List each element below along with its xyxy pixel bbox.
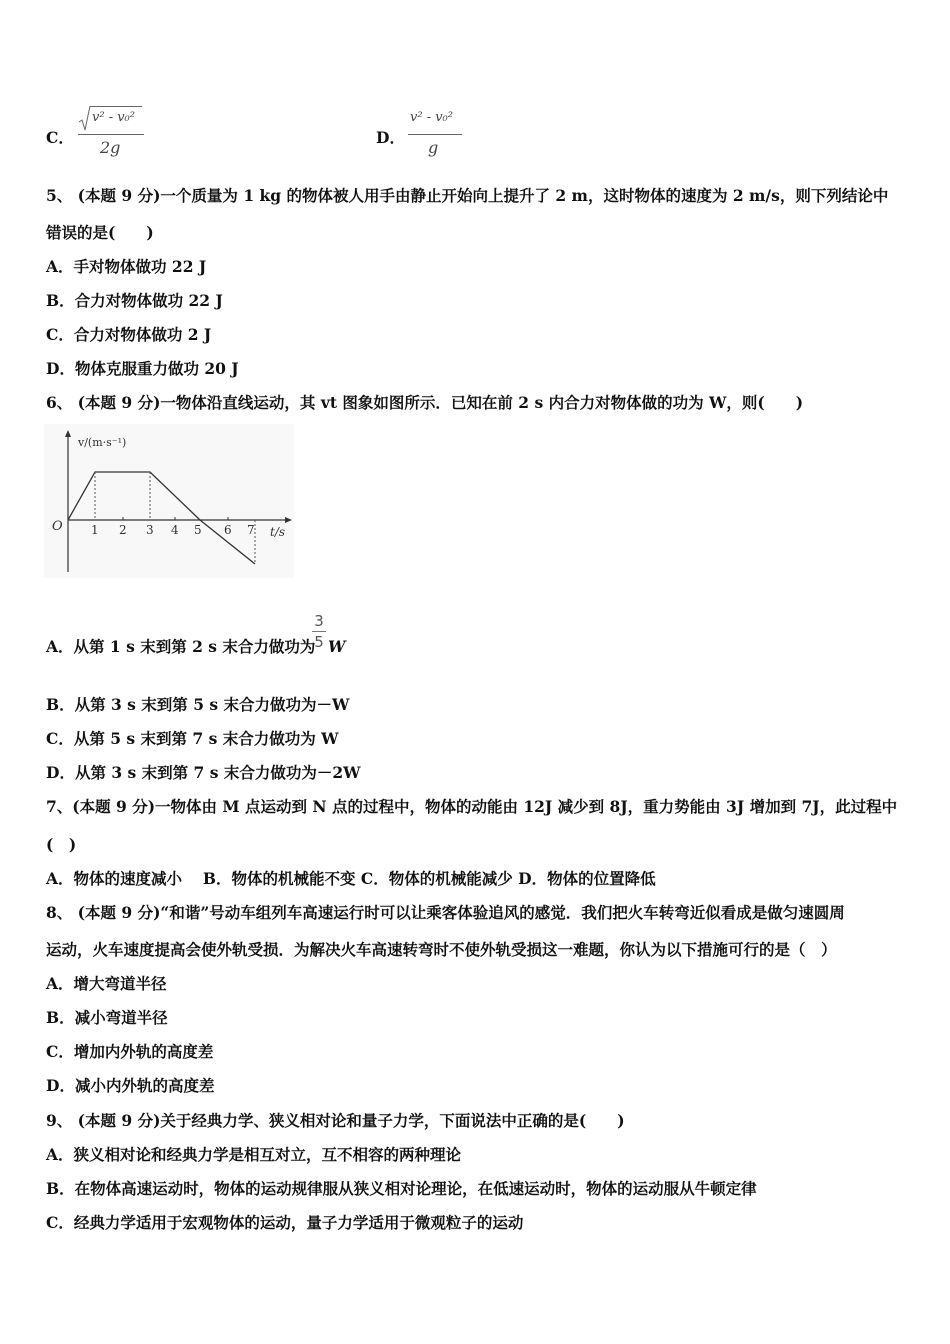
tick-label-2: 2 xyxy=(119,523,127,537)
x-axis-arrow xyxy=(285,517,292,523)
q9-option-c: C．经典力学适用于宏观物体的运动，量子力学适用于微观粒子的运动 xyxy=(46,1213,524,1232)
q5-stem-line1: 5、 (本题 9 分)一个质量为 1 kg 的物体被人用手由静止开始向上提升了 2 m，这时物体的速度为 2 m/s，则下列结论中 xyxy=(46,186,889,205)
q6-option-a-text: A．从第 1 s 末到第 2 s 末合力做功为 xyxy=(46,637,316,656)
q6-stem: 6、 (本题 9 分)一物体沿直线运动，其 vt 图象如图所示．已知在前 2 s 内合力对物体做的功为 W，则( ) xyxy=(46,393,804,412)
tick-label-4: 4 xyxy=(171,523,179,537)
q4-c-numerator: v² - v₀² xyxy=(92,110,135,125)
tick-label-5: 5 xyxy=(194,523,202,537)
q8-option-c: C．增加内外轨的高度差 xyxy=(46,1042,214,1061)
q5-option-a: A．手对物体做功 22 J xyxy=(46,257,207,276)
q8-stem-line2: 运动，火车速度提高会使外轨受损．为解决火车高速转弯时不使外轨受损这一难题，你认为以下措施可行的是（ ） xyxy=(46,940,837,959)
q7-stem-line1: 7、(本题 9 分)一物体由 M 点运动到 N 点的过程中，物体的动能由 12J 减少到 8J，重力势能由 3J 增加到 7J，此过程中 xyxy=(46,797,898,816)
fraction-denominator: 5 xyxy=(314,633,324,651)
q4-d-denominator: g xyxy=(428,138,439,157)
q8-stem-line1: 8、 (本题 9 分)“和谐”号动车组列车高速运行时可以让乘客体验追风的感觉．我们把火车转弯近似看成是做匀速圆周 xyxy=(46,903,845,922)
q6-option-d: D．从第 3 s 末到第 7 s 末合力做功为－2W xyxy=(46,763,361,782)
q4-option-c-label: C． xyxy=(46,128,74,147)
q6-option-a-var: W xyxy=(328,637,346,656)
q4-option-d-fraction xyxy=(408,108,468,162)
q9-option-b: B．在物体高速运动时，物体的运动规律服从狭义相对论理论，在低速运动时，物体的运动服从牛顿定律 xyxy=(46,1179,757,1198)
q7-options: A．物体的速度减小 B．物体的机械能不变 C．物体的机械能减少 D．物体的位置降低 xyxy=(46,869,656,888)
q9-stem: 9、 (本题 9 分)关于经典力学、狭义相对论和量子力学，下面说法中正确的是( ) xyxy=(46,1111,625,1130)
q6-option-c: C．从第 5 s 末到第 7 s 末合力做功为 W xyxy=(46,729,339,748)
q6-option-a-fraction xyxy=(312,612,326,651)
graph-xlabel: t/s xyxy=(270,525,286,539)
q4-option-c-fraction xyxy=(78,104,148,160)
y-axis-arrow xyxy=(65,430,71,437)
q5-stem-line2: 错误的是( ) xyxy=(46,223,154,242)
q4-d-numerator: v² - v₀² xyxy=(410,110,453,125)
q8-option-d: D．减小内外轨的高度差 xyxy=(46,1076,215,1095)
q4-c-denominator: 2g xyxy=(100,138,121,157)
q7-stem-line2: ( ) xyxy=(46,835,77,854)
vt-graph-svg xyxy=(44,424,294,578)
tick-label-1: 1 xyxy=(91,523,99,537)
tick-label-3: 3 xyxy=(146,523,154,537)
q8-option-b: B．减小弯道半径 xyxy=(46,1008,168,1027)
graph-origin: O xyxy=(52,519,63,534)
graph-ylabel: v/(m·s⁻¹) xyxy=(78,436,127,449)
q5-option-c: C．合力对物体做功 2 J xyxy=(46,325,212,344)
vt-curve xyxy=(68,472,255,564)
q5-option-b: B．合力对物体做功 22 J xyxy=(46,291,223,310)
sqrt-icon xyxy=(78,104,92,132)
q6-option-b: B．从第 3 s 末到第 5 s 末合力做功为－W xyxy=(46,695,350,714)
fraction-numerator: 3 xyxy=(314,612,324,630)
tick-label-7: 7 xyxy=(247,523,255,537)
q9-option-a: A．狭义相对论和经典力学是相互对立，互不相容的两种理论 xyxy=(46,1145,462,1164)
q4-option-d-label: D． xyxy=(376,128,405,147)
q5-option-d: D．物体克服重力做功 20 J xyxy=(46,359,239,378)
q8-option-a: A．增大弯道半径 xyxy=(46,974,167,993)
q6-vt-graph xyxy=(44,424,294,578)
tick-label-6: 6 xyxy=(224,523,232,537)
